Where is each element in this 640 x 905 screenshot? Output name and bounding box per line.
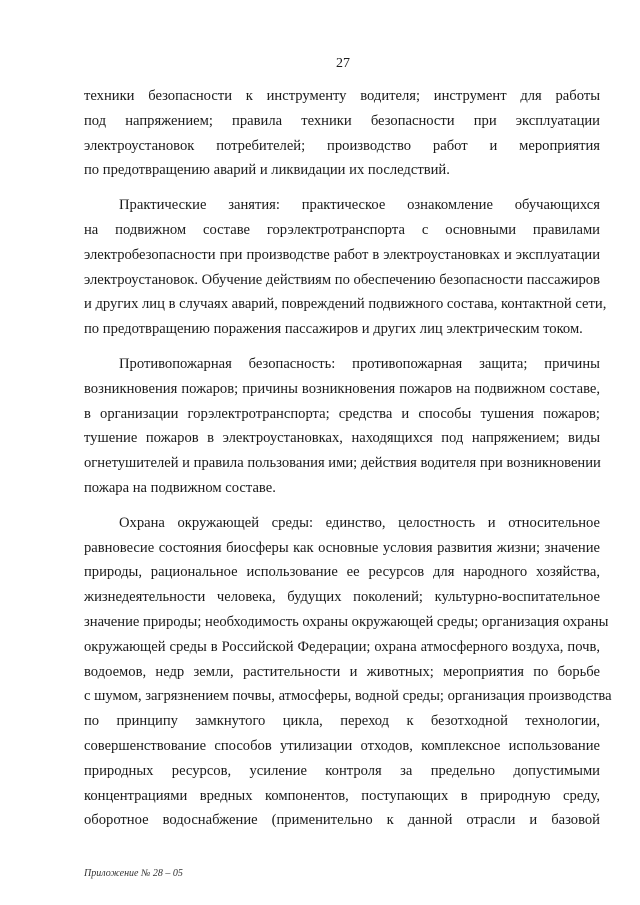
page-number: 27 — [336, 56, 350, 71]
text-line: на подвижном составе горэлектротранспорта с основными правилами — [84, 221, 600, 238]
text-line: возникновения пожаров; причины возникновения пожаров на подвижном составе, — [84, 380, 600, 397]
text-line: в организации горэлектротранспорта; средства и способы тушения пожаров; — [84, 405, 600, 422]
text-line: природных ресурсов, усиление контроля за предельно допустимыми — [84, 762, 600, 779]
text-line: по принципу замкнутого цикла, переход к безотходной технологии, — [84, 713, 600, 730]
text-line: по предотвращению поражения пассажиров и других лиц электрическим током. — [84, 321, 583, 338]
text-line: оборотное водоснабжение (применительно к данной отрасли и базовой — [84, 812, 600, 829]
text-line: водоемов, недр земли, растительности и животных; мероприятия по борьбе — [84, 663, 600, 680]
text-line: совершенствование способов утилизации отходов, комплексное использование — [84, 737, 600, 754]
footer-reference: Приложение № 28 – 05 — [84, 868, 183, 879]
text-line: тушение пожаров в электроустановках, находящихся под напряжением; виды — [84, 430, 600, 447]
text-line: огнетушителей и правила пользования ими; действия водителя при возникновении — [84, 455, 601, 472]
text-line: концентрациями вредных компонентов, поступающих в природную среду, — [84, 787, 600, 804]
text-line: пожара на подвижном составе. — [84, 479, 276, 496]
text-line: значение природы; необходимость охраны окружающей среды; организация охраны — [84, 613, 609, 630]
paragraph-4 — [84, 511, 612, 833]
text-line: природы, рациональное использование ее ресурсов для народного хозяйства, — [84, 564, 600, 581]
text-line: равновесие состояния биосферы как основные условия развития жизни; значение — [84, 539, 600, 556]
text-line: Охрана окружающей среды: единство, целостность и относительное — [119, 514, 600, 531]
text-line: по предотвращению аварий и ликвидации их последствий. — [84, 162, 450, 179]
text-line: жизнедеятельности человека, будущих поколений; культурно-воспитательное — [84, 589, 600, 606]
text-line: электроустановок потребителей; производство работ и мероприятия — [84, 137, 600, 154]
text-line: Противопожарная безопасность: противопожарная защита; причины — [119, 355, 600, 372]
body-text — [84, 84, 612, 843]
text-line: с шумом, загрязнением почвы, атмосферы, водной среды; организация производства — [84, 688, 612, 705]
text-line: окружающей среды в Российской Федерации; охрана атмосферного воздуха, почв, — [84, 638, 600, 655]
text-line: электроустановок. Обучение действиям по обеспечению безопасности пассажиров — [84, 271, 600, 288]
paragraph-3 — [84, 352, 600, 501]
paragraph-2 — [84, 193, 607, 342]
text-line: и других лиц в случаях аварий, повреждений подвижного состава, контактной сети, — [84, 296, 607, 313]
text-line: техники безопасности к инструменту водителя; инструмент для работы — [84, 88, 600, 104]
text-line: Практические занятия: практическое ознакомление обучающихся — [119, 197, 600, 214]
text-line: под напряжением; правила техники безопасности при эксплуатации — [84, 112, 600, 129]
paragraph-1 — [84, 84, 600, 183]
text-line: электробезопасности при производстве работ в электроустановках и эксплуатации — [84, 246, 600, 263]
